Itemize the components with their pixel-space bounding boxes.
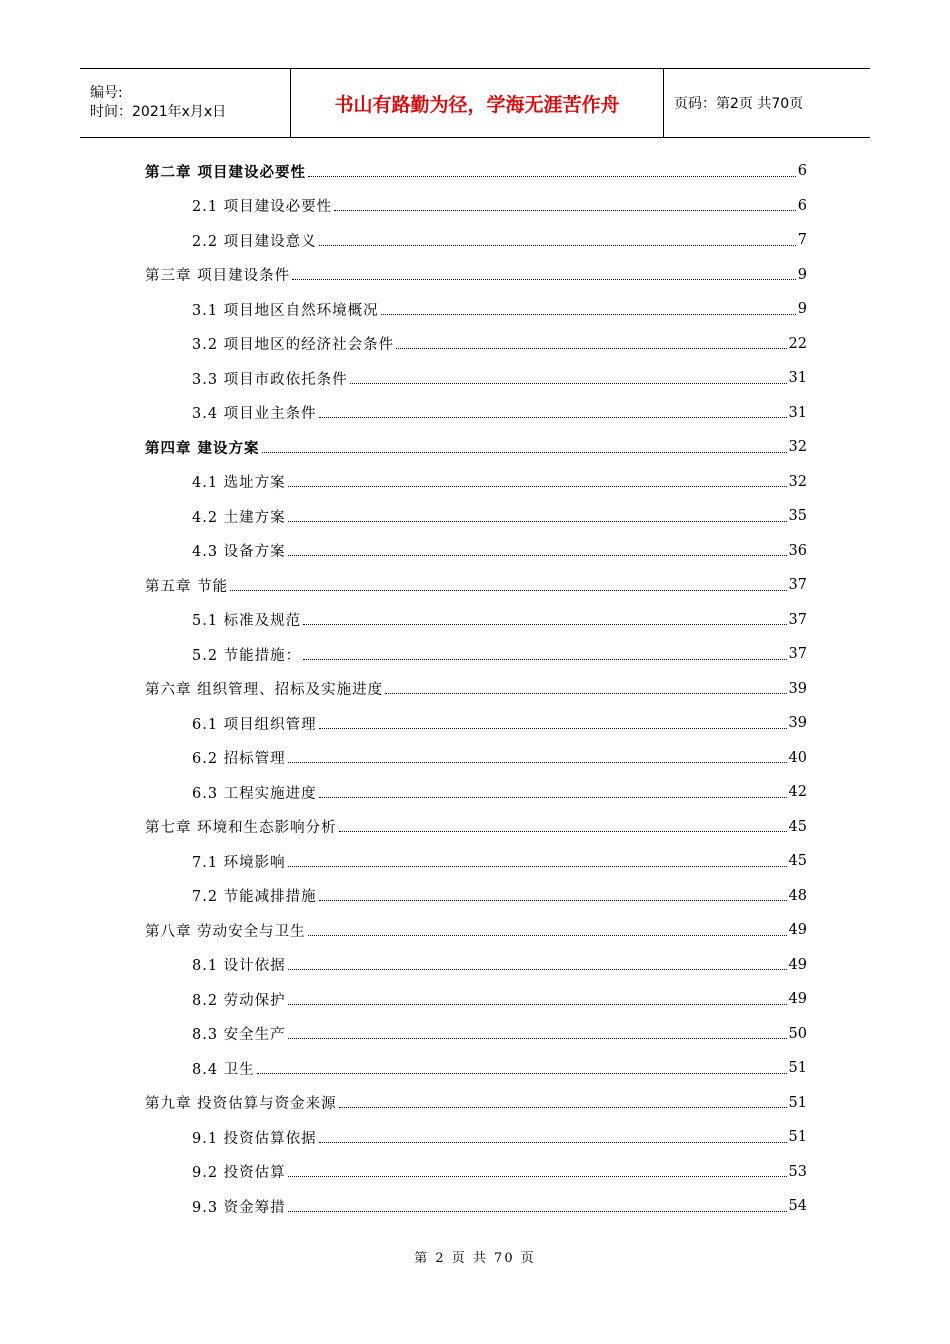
toc-leader-dots	[288, 486, 787, 487]
toc-leader-dots	[319, 900, 787, 901]
toc-section-4-1[interactable]	[145, 465, 807, 500]
toc-leader-dots	[288, 521, 787, 522]
toc-entry-title: 9.1 投资估算依据	[192, 1130, 317, 1147]
toc-chapter-8[interactable]	[145, 913, 807, 948]
toc-entry-title: 5.2 节能措施：	[192, 647, 302, 664]
toc-leader-dots	[385, 693, 786, 694]
toc-section-3-1[interactable]	[145, 292, 807, 327]
toc-entry-page: 39	[788, 715, 807, 732]
toc-leader-dots	[288, 555, 787, 556]
toc-entry-page: 53	[788, 1163, 807, 1180]
toc-entry-page: 6	[797, 197, 807, 214]
toc-entry-page: 9	[797, 266, 807, 283]
toc-entry-page: 51	[788, 1094, 807, 1111]
toc-entry-page: 40	[788, 749, 807, 766]
toc-leader-dots	[319, 245, 796, 246]
toc-section-9-2[interactable]	[145, 1155, 807, 1190]
toc-section-4-2[interactable]	[145, 499, 807, 534]
page-footer	[0, 1247, 950, 1266]
toc-section-8-2[interactable]	[145, 982, 807, 1017]
toc-entry-title: 6.1 项目组织管理	[192, 716, 317, 733]
toc-entry-title: 6.2 招标管理	[192, 751, 286, 768]
toc-entry-page: 22	[788, 335, 807, 352]
toc-entry-title: 第五章 节能	[145, 578, 229, 595]
toc-leader-dots	[308, 176, 796, 177]
toc-entry-page: 54	[788, 1198, 807, 1215]
toc-entry-title: 8.4 卫生	[192, 1061, 255, 1078]
toc-entry-page: 31	[788, 370, 807, 387]
toc-section-5-1[interactable]	[145, 603, 807, 638]
toc-entry-title: 4.2 土建方案	[192, 509, 286, 526]
toc-section-9-1[interactable]	[145, 1120, 807, 1155]
toc-leader-dots	[288, 762, 787, 763]
toc-leader-dots	[350, 383, 787, 384]
toc-section-3-4[interactable]	[145, 396, 807, 431]
toc-section-9-3[interactable]	[145, 1189, 807, 1224]
toc-entry-title: 第四章 建设方案	[145, 439, 260, 457]
toc-entry-title: 第二章 项目建设必要性	[145, 163, 307, 181]
toc-leader-dots	[288, 1038, 787, 1039]
toc-section-6-2[interactable]	[145, 741, 807, 776]
toc-entry-page: 32	[788, 439, 807, 456]
toc-leader-dots	[303, 659, 786, 660]
toc-section-7-1[interactable]	[145, 844, 807, 879]
toc-section-6-3[interactable]	[145, 775, 807, 810]
toc-chapter-5[interactable]	[145, 568, 807, 603]
toc-entry-page: 36	[788, 542, 807, 559]
toc-entry-page: 32	[788, 473, 807, 490]
toc-entry-title: 第八章 劳动安全与卫生	[145, 923, 306, 940]
toc-entry-title: 7.1 环境影响	[192, 854, 286, 871]
toc-leader-dots	[288, 1004, 787, 1005]
table-of-contents	[145, 154, 807, 1224]
toc-section-8-4[interactable]	[145, 1051, 807, 1086]
toc-entry-title: 3.2 项目地区的经济社会条件	[192, 337, 395, 354]
toc-section-6-1[interactable]	[145, 706, 807, 741]
page-indicator: 页码：第2页 共70页	[674, 96, 804, 112]
toc-chapter-2[interactable]	[145, 154, 807, 189]
toc-entry-page: 7	[797, 232, 807, 249]
toc-leader-dots	[230, 590, 786, 591]
toc-entry-page: 35	[788, 508, 807, 525]
toc-entry-page: 49	[788, 991, 807, 1008]
toc-section-8-1[interactable]	[145, 948, 807, 983]
toc-leader-dots	[319, 417, 787, 418]
toc-section-2-1[interactable]	[145, 189, 807, 224]
footer-page-number: 第 2 页 共 70 页	[414, 1251, 536, 1266]
toc-leader-dots	[292, 279, 796, 280]
toc-entry-title: 7.2 节能减排措施	[192, 889, 317, 906]
toc-entry-title: 5.1 标准及规范	[192, 613, 302, 630]
toc-entry-page: 39	[788, 680, 807, 697]
toc-leader-dots	[339, 1107, 787, 1108]
header-meta	[80, 69, 291, 137]
toc-section-3-3[interactable]	[145, 361, 807, 396]
toc-entry-page: 50	[788, 1025, 807, 1042]
toc-entry-page: 51	[788, 1129, 807, 1146]
toc-leader-dots	[262, 452, 787, 453]
toc-entry-page: 37	[788, 646, 807, 663]
toc-entry-title: 6.3 工程实施进度	[192, 785, 317, 802]
toc-entry-page: 51	[788, 1060, 807, 1077]
toc-chapter-3[interactable]	[145, 258, 807, 293]
toc-leader-dots	[319, 1142, 787, 1143]
toc-leader-dots	[339, 831, 787, 832]
toc-entry-title: 8.1 设计依据	[192, 958, 286, 975]
toc-entry-title: 3.3 项目市政依托条件	[192, 371, 348, 388]
toc-entry-page: 49	[788, 922, 807, 939]
toc-entry-title: 8.2 劳动保护	[192, 992, 286, 1009]
toc-entry-title: 第六章 组织管理、招标及实施进度	[145, 682, 384, 699]
toc-entry-title: 第九章 投资估算与资金来源	[145, 1096, 337, 1113]
toc-section-5-2[interactable]	[145, 637, 807, 672]
toc-entry-title: 3.4 项目业主条件	[192, 406, 317, 423]
document-date: 时间：2021年x月x日	[90, 104, 227, 120]
slogan-text: 书山有路勤为径，学海无涯苦作舟	[334, 93, 620, 116]
toc-entry-page: 6	[797, 163, 807, 180]
toc-leader-dots	[381, 314, 796, 315]
toc-entry-title: 第七章 环境和生态影响分析	[145, 820, 337, 837]
toc-entry-title: 2.1 项目建设必要性	[192, 199, 333, 216]
toc-entry-title: 9.2 投资估算	[192, 1165, 286, 1182]
toc-leader-dots	[288, 866, 787, 867]
document-number-label: 编号:	[90, 85, 123, 101]
toc-entry-page: 31	[788, 404, 807, 421]
toc-section-7-2[interactable]	[145, 879, 807, 914]
toc-chapter-4[interactable]	[145, 430, 807, 465]
toc-leader-dots	[303, 624, 786, 625]
toc-entry-title: 8.3 安全生产	[192, 1027, 286, 1044]
toc-section-8-3[interactable]	[145, 1017, 807, 1052]
toc-leader-dots	[257, 1073, 787, 1074]
toc-leader-dots	[319, 797, 787, 798]
toc-leader-dots	[319, 728, 787, 729]
toc-entry-page: 45	[788, 818, 807, 835]
toc-section-2-2[interactable]	[145, 223, 807, 258]
toc-leader-dots	[308, 935, 787, 936]
header-page-info	[664, 69, 870, 137]
toc-entry-title: 4.1 选址方案	[192, 475, 286, 492]
toc-leader-dots	[288, 969, 787, 970]
toc-entry-page: 49	[788, 956, 807, 973]
toc-leader-dots	[288, 1176, 787, 1177]
toc-entry-page: 42	[788, 784, 807, 801]
toc-leader-dots	[396, 348, 786, 349]
toc-entry-page: 45	[788, 853, 807, 870]
toc-entry-title: 9.3 资金筹措	[192, 1199, 286, 1216]
toc-entry-page: 9	[797, 301, 807, 318]
toc-entry-page: 48	[788, 887, 807, 904]
toc-chapter-6[interactable]	[145, 672, 807, 707]
toc-section-3-2[interactable]	[145, 327, 807, 362]
toc-entry-title: 4.3 设备方案	[192, 544, 286, 561]
toc-leader-dots	[288, 1211, 787, 1212]
toc-chapter-9[interactable]	[145, 1086, 807, 1121]
toc-chapter-7[interactable]	[145, 810, 807, 845]
toc-leader-dots	[334, 210, 796, 211]
toc-entry-page: 37	[788, 611, 807, 628]
toc-entry-title: 2.2 项目建设意义	[192, 233, 317, 250]
page-header	[80, 68, 870, 138]
header-slogan	[291, 69, 664, 137]
toc-section-4-3[interactable]	[145, 534, 807, 569]
toc-entry-title: 第三章 项目建设条件	[145, 268, 291, 285]
toc-entry-page: 37	[788, 577, 807, 594]
toc-entry-title: 3.1 项目地区自然环境概况	[192, 302, 379, 319]
